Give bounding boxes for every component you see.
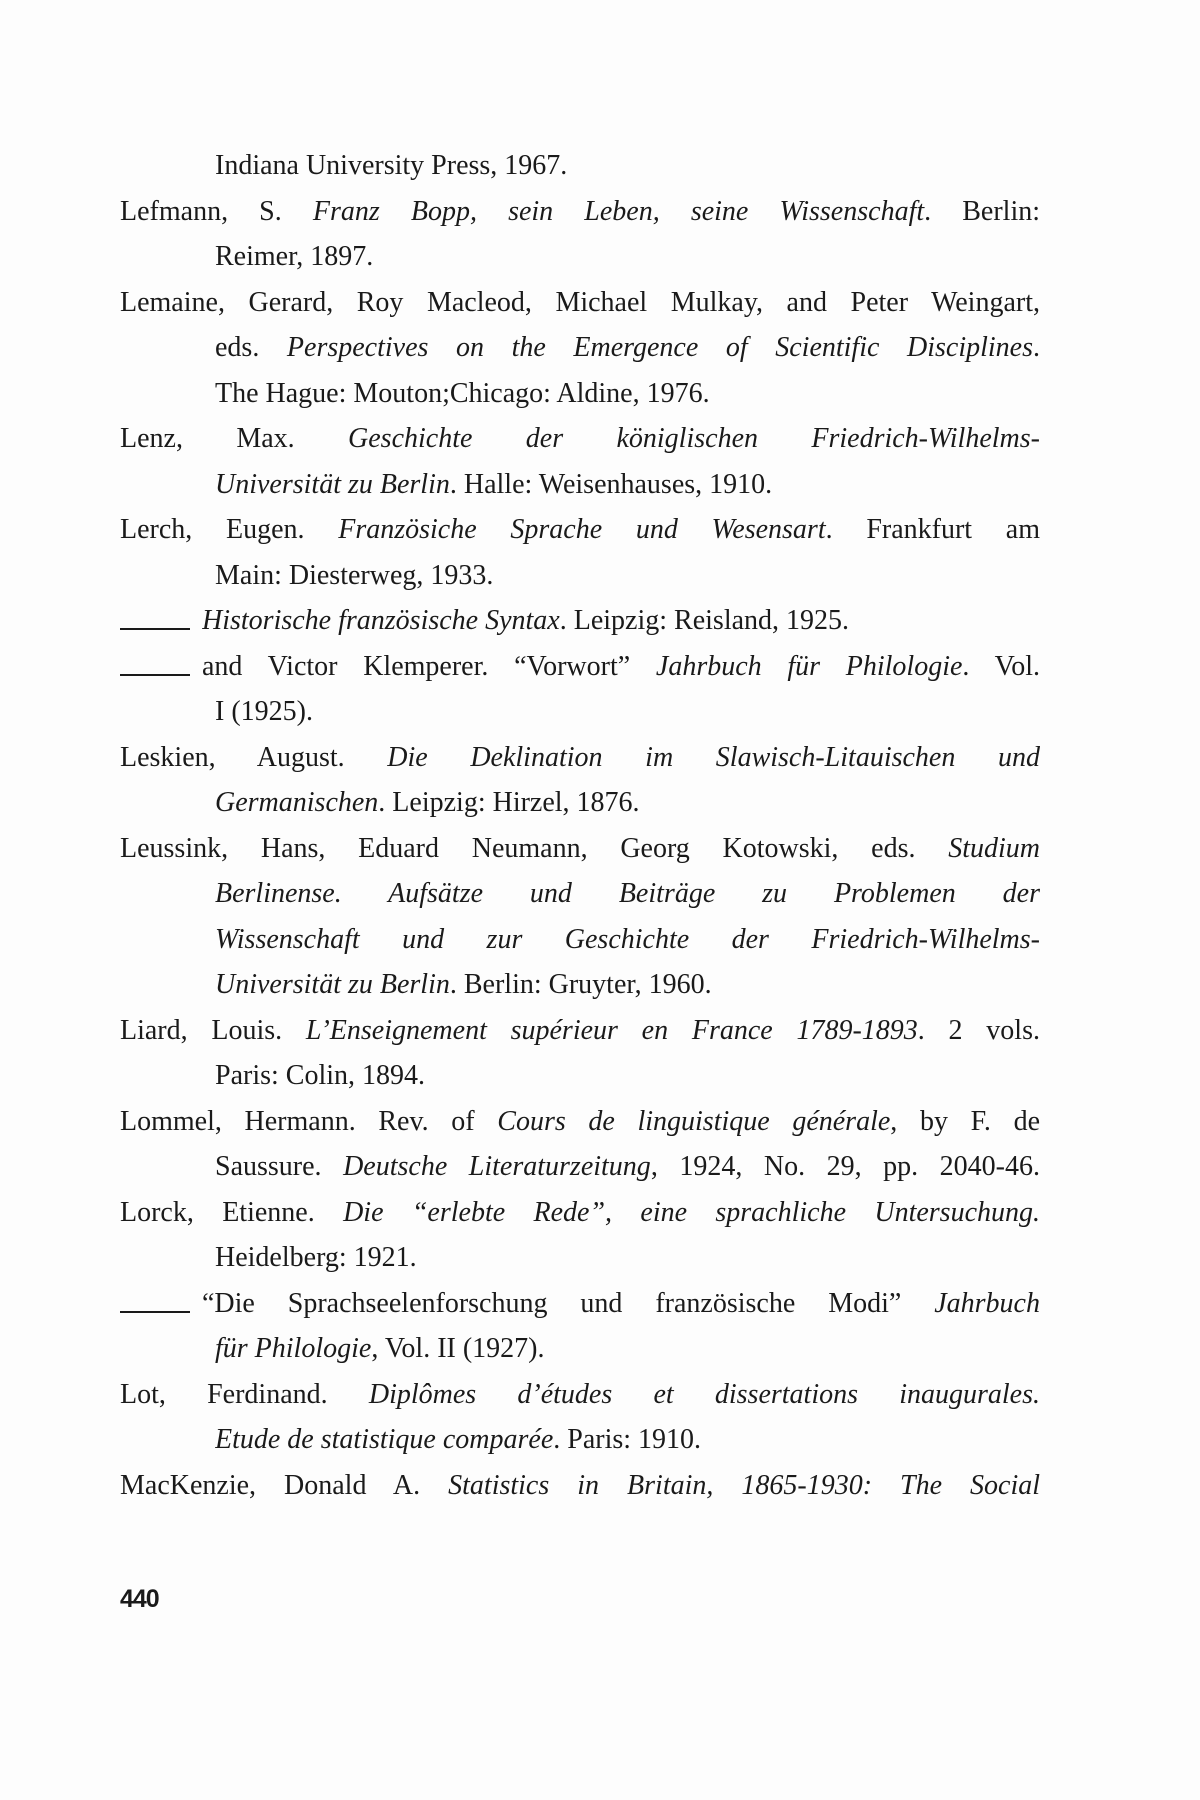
- citation-text: “Die Sprachseelenforschung und französische Modi”: [202, 1287, 935, 1319]
- citation-text: Lenz, Max.: [120, 423, 349, 454]
- bibliography-continuation-line: [120, 780, 1040, 826]
- italic-title: Wissenschaft und zur Geschichte der Friedrich-Wilhelms-: [215, 923, 1040, 955]
- line-text: [120, 416, 1040, 462]
- same-author-dash: [120, 1281, 190, 1327]
- italic-title: Die “erlebte Rede”, eine sprachliche Untersuchung.: [343, 1196, 1040, 1228]
- citation-text: Lorck, Etienne.: [120, 1196, 344, 1228]
- bibliography-continuation-line: [120, 689, 1040, 735]
- bibliography-continuation-line: [120, 871, 1040, 917]
- citation-text: and Victor Klemperer. “Vorwort”: [202, 650, 656, 682]
- line-text: [120, 507, 1040, 553]
- citation-text: .: [1033, 332, 1040, 363]
- citation-text: The Hague: Mouton;Chicago: Aldine, 1976.: [215, 377, 710, 409]
- bibliography-entry-line: [120, 507, 1040, 553]
- italic-title: Universität zu Berlin: [215, 969, 450, 1000]
- line-text: [215, 1235, 1040, 1281]
- bibliography-entry-line: [120, 826, 1040, 872]
- citation-text: , Vol. II (1927).: [371, 1333, 545, 1364]
- hanging-indent: [120, 917, 215, 963]
- italic-title: Statistics in Britain, 1865-1930: The Social: [448, 1469, 1040, 1501]
- citation-text: . 2 vols.: [917, 1014, 1040, 1046]
- bibliography-continuation-line: [120, 371, 1040, 417]
- citation-text: Lemaine, Gerard, Roy Macleod, Michael Mulkay, and Peter Weingart,: [120, 286, 1040, 318]
- italic-title: Jahrbuch für Philologie: [655, 650, 963, 682]
- line-text: [215, 143, 1040, 189]
- citation-text: Leussink, Hans, Eduard Neumann, Georg Kotowski, eds.: [120, 832, 949, 864]
- line-text: [120, 735, 1040, 781]
- citation-text: eds.: [215, 332, 287, 363]
- bibliography-entry-line: [120, 1008, 1040, 1054]
- hanging-indent: [120, 689, 215, 735]
- line-text: [120, 1372, 1040, 1418]
- line-text: [202, 644, 1040, 690]
- citation-text: , by F. de: [890, 1105, 1040, 1137]
- bibliography-continuation-line: [120, 1053, 1040, 1099]
- citation-text: Indiana University Press, 1967.: [215, 150, 568, 181]
- bibliography-continuation-line: [120, 917, 1040, 963]
- same-author-dash: [120, 644, 190, 690]
- hanging-indent: [120, 553, 215, 599]
- line-text: [215, 553, 1040, 599]
- bibliography-continuation-line: [120, 553, 1040, 599]
- hanging-indent: [120, 871, 215, 917]
- line-text: [215, 462, 1040, 508]
- citation-text: Paris: Colin, 1894.: [215, 1060, 426, 1091]
- bibliography-entry-line: [120, 416, 1040, 462]
- italic-title: für Philologie: [215, 1333, 372, 1364]
- line-text: [215, 780, 1040, 826]
- line-text: [120, 1463, 1040, 1509]
- bibliography-entry-line: [120, 735, 1040, 781]
- bibliography-continuation-line: [120, 462, 1040, 508]
- hanging-indent: [120, 962, 215, 1008]
- page-number: 440: [120, 1585, 159, 1613]
- hanging-indent: [120, 780, 215, 826]
- line-text: [202, 598, 1040, 644]
- hanging-indent: [120, 462, 215, 508]
- line-text: [120, 189, 1040, 235]
- line-text: [215, 1053, 1040, 1099]
- bibliography-entry-line: [120, 1099, 1040, 1145]
- citation-text: . Paris: 1910.: [553, 1424, 702, 1455]
- bibliography-continuation-line: [120, 1281, 1040, 1327]
- line-text: [215, 917, 1040, 963]
- citation-text: I (1925).: [215, 696, 313, 727]
- hanging-indent: [120, 325, 215, 371]
- citation-text: . Vol.: [962, 650, 1040, 682]
- italic-title: Universität zu Berlin: [215, 468, 450, 500]
- hanging-indent: [120, 143, 215, 189]
- line-text: [215, 325, 1040, 371]
- citation-text: MacKenzie, Donald A.: [120, 1469, 449, 1501]
- bibliography-list: [120, 143, 1040, 1508]
- italic-title: Historische französische Syntax: [202, 605, 560, 636]
- citation-text: . Berlin: Gruyter, 1960.: [449, 969, 712, 1000]
- citation-text: , 1924, No. 29, pp. 2040-46.: [650, 1151, 1040, 1182]
- citation-text: . Leipzig: Hirzel, 1876.: [378, 787, 640, 818]
- hanging-indent: [120, 1053, 215, 1099]
- bibliography-continuation-line: [120, 1417, 1040, 1463]
- citation-text: Leskien, August.: [120, 741, 388, 773]
- bibliography-continuation-line: [120, 1326, 1040, 1372]
- hanging-indent: [120, 1235, 215, 1281]
- line-text: [215, 1417, 1040, 1463]
- italic-title: Jahrbuch: [934, 1287, 1040, 1319]
- italic-title: Geschichte der königlischen Friedrich-Wilhelms-: [348, 423, 1040, 454]
- bibliography-entry-line: [120, 189, 1040, 235]
- bibliography-entry-line: [120, 1372, 1040, 1418]
- line-text: [202, 1281, 1040, 1327]
- line-text: [215, 371, 1040, 417]
- hanging-indent: [120, 1326, 215, 1372]
- bibliography-continuation-line: [120, 598, 1040, 644]
- bibliography-continuation-line: [120, 962, 1040, 1008]
- citation-text: Lefmann, S.: [120, 195, 313, 227]
- line-text: [215, 234, 1040, 280]
- italic-title: Studium: [948, 832, 1040, 864]
- bibliography-entry-line: [120, 280, 1040, 326]
- line-text: [120, 280, 1040, 326]
- bibliography-continuation-line: [120, 325, 1040, 371]
- citation-text: Lerch, Eugen.: [120, 514, 339, 545]
- line-text: [120, 1099, 1040, 1145]
- hanging-indent: [120, 1417, 215, 1463]
- italic-title: Deutsche Literaturzeitung: [343, 1151, 651, 1182]
- italic-title: Die Deklination im Slawisch-Litauischen und: [387, 741, 1040, 773]
- italic-title: Diplômes d’études et dissertations inaugurales.: [368, 1378, 1040, 1410]
- italic-title: Cours de linguistique générale: [497, 1105, 891, 1137]
- bibliography-continuation-line: [120, 644, 1040, 690]
- citation-text: Liard, Louis.: [120, 1014, 306, 1046]
- citation-text: Heidelberg: 1921.: [215, 1242, 417, 1273]
- citation-text: Lommel, Hermann. Rev. of: [120, 1105, 498, 1137]
- line-text: [120, 1008, 1040, 1054]
- bibliography-continuation-line: [120, 234, 1040, 280]
- bibliography-entry-line: [120, 1190, 1040, 1236]
- citation-text: . Leipzig: Reisland, 1925.: [559, 605, 850, 636]
- line-text: [215, 1144, 1040, 1190]
- same-author-dash: [120, 598, 190, 644]
- bibliography-continuation-line: [120, 1144, 1040, 1190]
- italic-title: Germanischen: [215, 787, 379, 818]
- hanging-indent: [120, 371, 215, 417]
- citation-text: . Halle: Weisenhauses, 1910.: [449, 468, 773, 500]
- italic-title: Franz Bopp, sein Leben, seine Wissenschaft: [312, 195, 925, 227]
- italic-title: Französiche Sprache und Wesensart: [338, 514, 826, 545]
- hanging-indent: [120, 234, 215, 280]
- italic-title: Perspectives on the Emergence of Scientific Disciplines: [286, 332, 1033, 363]
- hanging-indent: [120, 1144, 215, 1190]
- line-text: [215, 871, 1040, 917]
- line-text: [215, 962, 1040, 1008]
- line-text: [215, 1326, 1040, 1372]
- italic-title: Berlinense. Aufsätze und Beiträge zu Problemen der: [215, 878, 1040, 909]
- citation-text: Lot, Ferdinand.: [120, 1378, 369, 1410]
- citation-text: Saussure.: [215, 1151, 344, 1182]
- citation-text: Main: Diesterweg, 1933.: [215, 559, 494, 591]
- line-text: [120, 826, 1040, 872]
- italic-title: Etude de statistique comparée: [215, 1424, 554, 1455]
- citation-text: . Frankfurt am: [825, 514, 1040, 545]
- line-text: [120, 1190, 1040, 1236]
- citation-text: Reimer, 1897.: [215, 241, 374, 272]
- italic-title: L’Enseignement supérieur en France 1789-1893: [305, 1014, 918, 1046]
- bibliography-continuation-line: [120, 1235, 1040, 1281]
- line-text: [215, 689, 1040, 735]
- bibliography-continuation-line: [120, 143, 1040, 189]
- citation-text: . Berlin:: [924, 195, 1040, 227]
- bibliography-entry-line: [120, 1463, 1040, 1509]
